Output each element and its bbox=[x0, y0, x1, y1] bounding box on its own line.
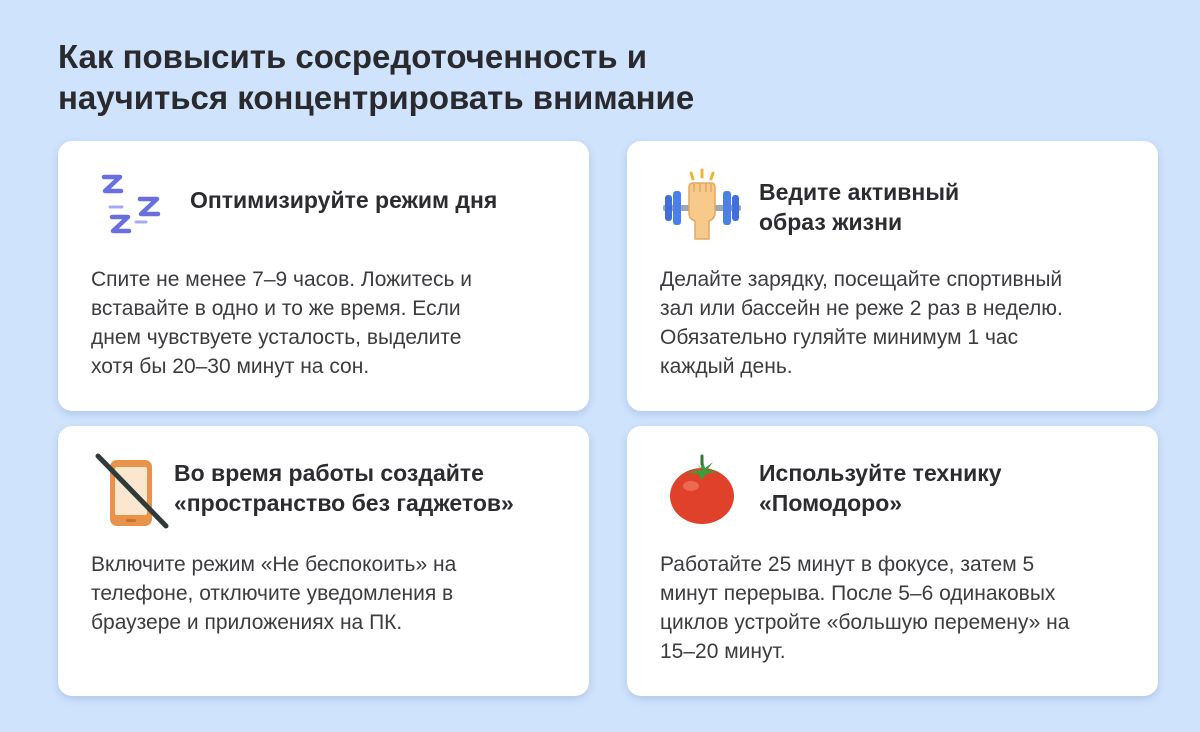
card-text-line: вставайте в одно и то же время. Если bbox=[91, 297, 461, 320]
dumbbell-icon bbox=[661, 165, 743, 247]
card-title-line: «пространство без гаджетов» bbox=[174, 490, 514, 516]
tomato-icon bbox=[661, 450, 743, 532]
card-text-line: хотя бы 20–30 минут на сон. bbox=[91, 355, 370, 378]
card-text-line: минут перерыва. После 5–6 одинаковых bbox=[660, 582, 1056, 605]
card-text-line: Работайте 25 минут в фокусе, затем 5 bbox=[660, 553, 1035, 576]
card-text-line: циклов устройте «большую перемену» на bbox=[660, 611, 1070, 634]
page-title bbox=[58, 36, 858, 118]
card-title bbox=[759, 458, 1154, 518]
page-title-line-2: научиться концентрировать внимание bbox=[58, 79, 695, 116]
zzz-sleep-icon bbox=[92, 165, 174, 247]
card-text-line: браузере и приложениях на ПК. bbox=[91, 611, 403, 634]
card-title-line: Используйте технику bbox=[759, 460, 1002, 486]
page-title-line-1: Как повысить сосредоточенность и bbox=[58, 38, 648, 75]
card-title-line: Ведите активный bbox=[759, 179, 960, 205]
card-text bbox=[660, 550, 1130, 666]
card-text-line: днем чувствуете усталость, выделите bbox=[91, 326, 462, 349]
card-text-line: зал или бассейн не реже 2 раз в неделю. bbox=[660, 297, 1063, 320]
card-title-line: Во время работы создайте bbox=[174, 460, 484, 486]
card-text bbox=[91, 550, 561, 637]
card-daily-routine bbox=[58, 141, 589, 411]
card-text-line: Спите не менее 7–9 часов. Ложитесь и bbox=[91, 268, 472, 291]
card-title-line: образ жизни bbox=[759, 209, 903, 235]
card-title bbox=[190, 185, 585, 215]
card-text bbox=[91, 265, 561, 381]
card-title bbox=[174, 458, 569, 518]
card-title-line: Оптимизируйте режим дня bbox=[190, 187, 498, 213]
card-text-line: Обязательно гуляйте минимум 1 час bbox=[660, 326, 1019, 349]
card-text-line: 15–20 минут. bbox=[660, 640, 786, 663]
card-text-line: Делайте зарядку, посещайте спортивный bbox=[660, 268, 1063, 291]
card-text-line: телефоне, отключите уведомления в bbox=[91, 582, 454, 605]
no-phone-icon bbox=[92, 450, 174, 532]
card-active-lifestyle bbox=[627, 141, 1158, 411]
card-title-line: «Помодоро» bbox=[759, 490, 903, 516]
card-no-gadgets bbox=[58, 426, 589, 696]
card-title bbox=[759, 177, 1154, 237]
card-pomodoro bbox=[627, 426, 1158, 696]
card-text-line: Включите режим «Не беспокоить» на bbox=[91, 553, 457, 576]
card-text-line: каждый день. bbox=[660, 355, 793, 378]
card-text bbox=[660, 265, 1130, 381]
